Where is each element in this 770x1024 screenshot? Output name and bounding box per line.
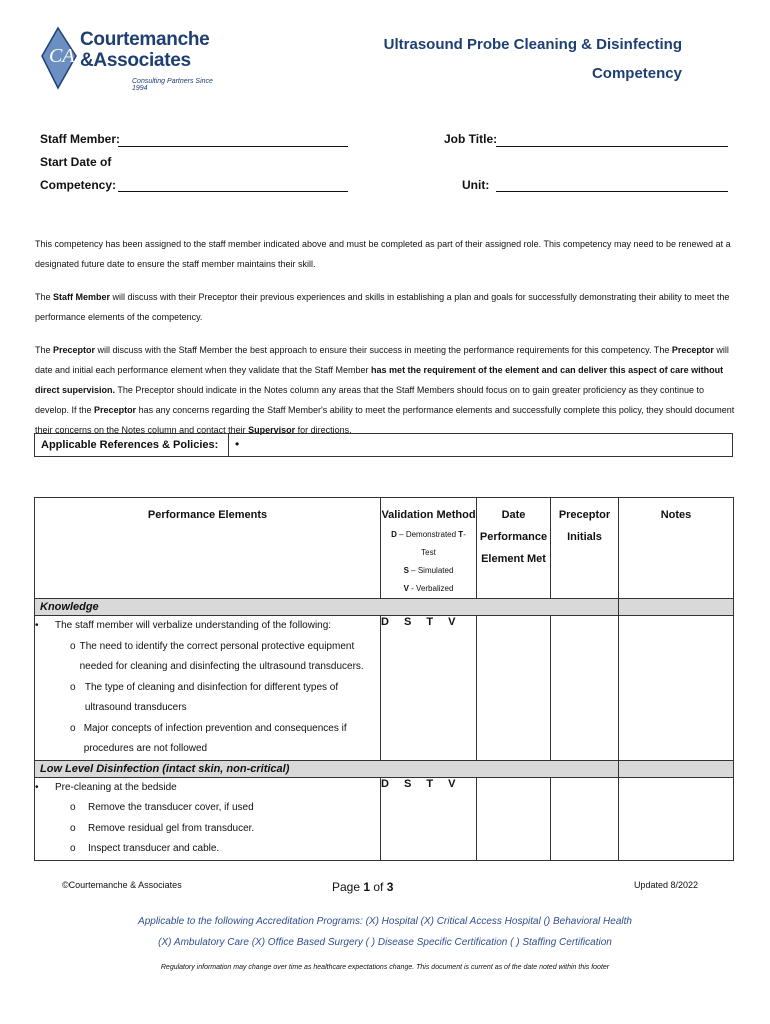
- notes-cell[interactable]: [619, 616, 734, 761]
- knowledge-items: • The staff member will verbalize understanding of the following: o The need to identify the correct personal protective equipment needed for cleaning and disinfecting the ultrasound transducers. o The type of cleaning and disinfection for different types of ultrasound transducers o Major concepts of infection prevention and consequences if procedures are not followed: [35, 616, 381, 761]
- date-cell[interactable]: [477, 616, 551, 761]
- title-line1: Ultrasound Probe Cleaning & Disinfecting: [383, 36, 682, 53]
- company-logo: [40, 26, 220, 96]
- header-validation-method: Validation Method D – Demonstrated T- Test S – Simulated V - Verbalized: [381, 498, 477, 599]
- start-date-label-1: Start Date of: [40, 155, 112, 169]
- low-level-items: • Pre-cleaning at the bedside o Remove the transducer cover, if used o Remove residual gel from transducer. o Inspect transducer and cable.: [35, 777, 381, 860]
- references-bullet[interactable]: •: [235, 437, 240, 451]
- references-box: [34, 433, 733, 457]
- references-label: Applicable References & Policies:: [41, 439, 219, 451]
- header-performance-elements: Performance Elements: [35, 498, 381, 599]
- job-title-field[interactable]: [496, 146, 728, 147]
- initials-cell[interactable]: [551, 777, 619, 860]
- logo-monogram-icon: [40, 26, 80, 92]
- header-date-met: Date Performance Element Met: [477, 498, 551, 599]
- accreditation-line-1: Applicable to the following Accreditation Programs: (X) Hospital (X) Critical Access Hospital () Behavioral Health: [138, 916, 632, 927]
- title-line2: Competency: [591, 65, 682, 82]
- page-number: Page 1 of 3: [332, 880, 394, 894]
- section-header-row: [35, 599, 734, 616]
- notes-cell[interactable]: [619, 777, 734, 860]
- validation-options[interactable]: D S T V: [381, 777, 477, 860]
- svg-text:CA: CA: [49, 45, 75, 67]
- table-row: [35, 777, 734, 860]
- performance-table: [34, 497, 734, 861]
- job-title-label: Job Title:: [444, 132, 498, 146]
- date-cell[interactable]: [477, 777, 551, 860]
- logo-tagline: Consulting Partners Since 1994: [132, 78, 213, 92]
- start-date-field[interactable]: [118, 191, 348, 192]
- section-title-knowledge: Knowledge: [35, 599, 619, 616]
- validation-legend: D – Demonstrated T- Test S – Simulated V - Verbalized: [391, 530, 466, 593]
- initials-cell[interactable]: [551, 616, 619, 761]
- header-notes: Notes: [619, 498, 734, 599]
- document-title: [384, 30, 682, 88]
- table-row: [35, 616, 734, 761]
- footer-copyright: ©Courtemanche & Associates: [62, 880, 182, 890]
- intro-paragraph-3: The Preceptor will discuss with the Staff Member the best approach to ensure their success in meeting the performance requirements for this competency. The Preceptor will date and initial each performance element when they validate that the Staff Member has met the requirement of the element and can deliver this aspect of care without direct supervision. The Preceptor should indicate in the Notes column any areas that the Staff Members should focus on to gain greater proficiency as they continue to develop. If the Preceptor has any concerns regarding the Staff Member's ability to meet the performance elements and successfully complete this policy, they should document their concerns on the Notes column and contact their Supervisor for directions.: [35, 345, 735, 435]
- start-date-label-2: Competency:: [40, 178, 117, 192]
- logo-line2: &Associates: [80, 50, 191, 71]
- accreditation-line-2: (X) Ambulatory Care (X) Office Based Surgery ( ) Disease Specific Certification ( ) Staffing Certification: [158, 937, 612, 948]
- footer-updated: Updated 8/2022: [633, 880, 698, 890]
- header-preceptor-initials: Preceptor Initials: [551, 498, 619, 599]
- regulatory-note: Regulatory information may change over time as healthcare expectations change. This document is current as of the date noted within this footer: [160, 964, 610, 971]
- validation-options[interactable]: D S T V: [381, 616, 477, 761]
- logo-line1: Courtemanche: [80, 29, 210, 50]
- unit-label: Unit:: [462, 178, 490, 192]
- staff-member-label: Staff Member:: [40, 132, 121, 146]
- unit-field[interactable]: [496, 191, 728, 192]
- section-title-low-level: Low Level Disinfection (intact skin, non-critical): [35, 760, 619, 777]
- intro-paragraph-2: The Staff Member will discuss with their Preceptor their previous experiences and skills in establishing a plan and goals for successfully demonstrating their ability to meet the performance elements of the competency.: [35, 292, 730, 322]
- table-header-row: [35, 498, 734, 599]
- staff-member-field[interactable]: [118, 146, 348, 147]
- section-header-row: [35, 760, 734, 777]
- intro-paragraph-1: This competency has been assigned to the staff member indicated above and must be completed as part of their assigned role. This competency may need to be renewed at a designated future date to ensure the staff member maintains their skill.: [35, 239, 731, 269]
